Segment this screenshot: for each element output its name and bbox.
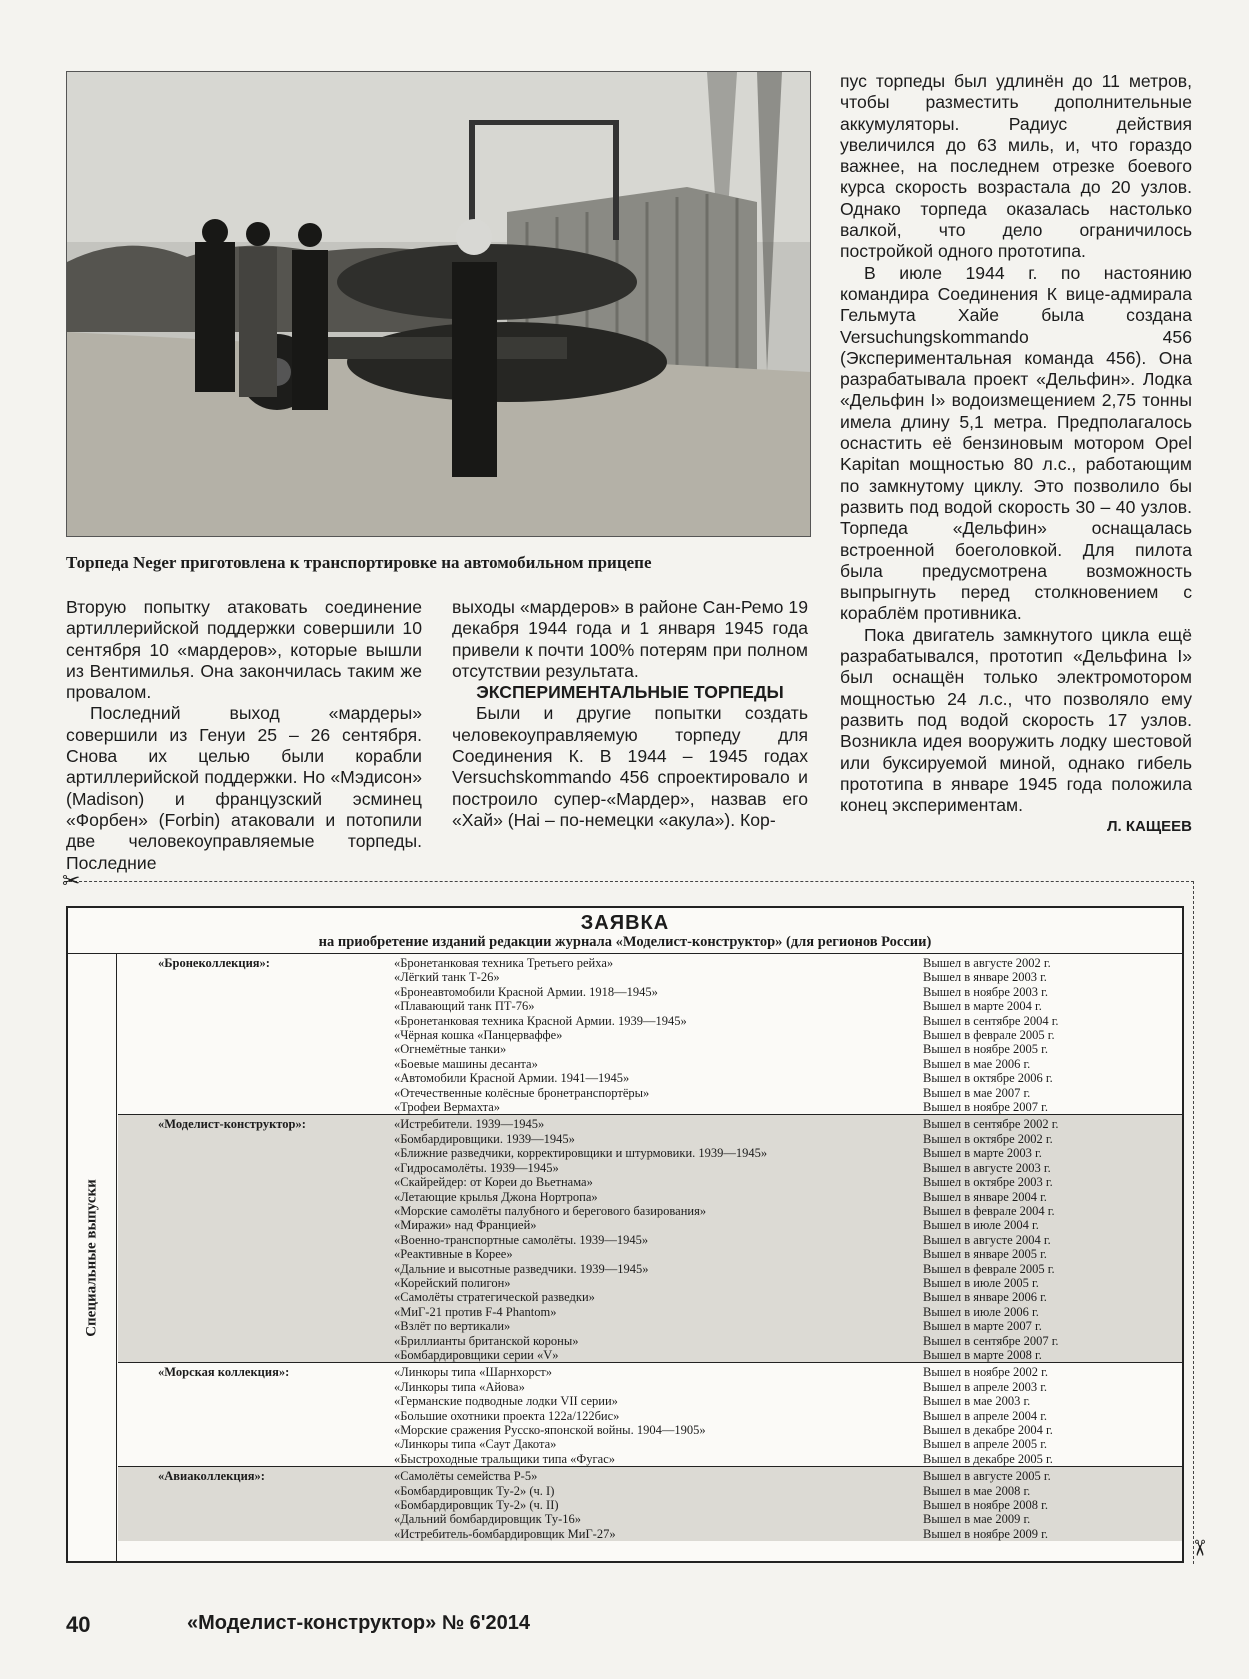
list-item xyxy=(394,1071,1182,1085)
paragraph: Вторую попытку атаковать соединение артиллерийской поддержки совершили 10 сентября 10 «мардеров», которые вышли из Вентимилья. Она закончилась таким же провалом. xyxy=(66,597,422,703)
list-item xyxy=(394,999,1182,1013)
list-item xyxy=(394,1394,1182,1408)
list-item xyxy=(394,1437,1182,1451)
cut-line xyxy=(64,881,1194,882)
section-heading: ЭКСПЕРИМЕНТАЛЬНЫЕ ТОРПЕДЫ xyxy=(476,682,784,703)
photo-torpedo-trailer xyxy=(66,71,811,537)
form-section xyxy=(118,1363,1182,1467)
publication-title: «МиГ-21 против F-4 Phantom» xyxy=(394,1304,557,1319)
publication-status: Вышел в мае 2006 г. xyxy=(923,1056,1031,1071)
list-item xyxy=(394,1100,1182,1114)
publication-status: Вышел в январе 2003 г. xyxy=(923,970,1047,985)
list-item xyxy=(394,1380,1182,1394)
publication-title: «Чёрная кошка «Панцерваффе» xyxy=(394,1028,563,1043)
publication-status: Вышел в ноябре 2007 г. xyxy=(923,1100,1048,1115)
publication-title: «Корейский полигон» xyxy=(394,1275,511,1290)
publication-title: «Огнемётные танки» xyxy=(394,1042,507,1057)
list-item xyxy=(394,1365,1182,1379)
publication-title: «Отечественные колёсные бронетранспортёры» xyxy=(394,1085,650,1100)
list-item xyxy=(394,1319,1182,1333)
publication-status: Вышел в мае 2008 г. xyxy=(923,1483,1031,1498)
publication-status: Вышел в апреле 2005 г. xyxy=(923,1437,1048,1452)
publication-title: «Истребитель-бомбардировщик МиГ-27» xyxy=(394,1526,616,1541)
section-rows xyxy=(394,1115,1182,1362)
paragraph: Пока двигатель замкнутого цикла ещё разрабатывался, прототип «Дельфина I» был оснащён только электромотором мощностью 24 л.с., что позволяло ему развить под водой скорость 17 узлов. Возникла идея вооружить лодку шестовой или буксируемой миной, однако гибель прототипа в январе 1945 года положила конец экспериментам. xyxy=(840,624,1192,816)
publication-status: Вышел в ноябре 2005 г. xyxy=(923,1042,1048,1057)
list-item xyxy=(394,1498,1182,1512)
form-subtitle: на приобретение изданий редакции журнала «Моделист-конструктор» (для регионов России) xyxy=(318,934,932,950)
list-item xyxy=(394,956,1182,970)
publication-title: «Плавающий танк ПТ-76» xyxy=(394,999,535,1014)
publication-status: Вышел в декабре 2004 г. xyxy=(923,1423,1053,1437)
publication-title: «Скайрейдер: от Кореи до Вьетнама» xyxy=(394,1175,593,1190)
page-number: 40 xyxy=(66,1612,91,1637)
publication-title: «Большие охотники проекта 122а/122бис» xyxy=(394,1408,620,1423)
publication-title: «Трофеи Вермахта» xyxy=(394,1100,501,1115)
list-item xyxy=(394,1042,1182,1056)
publication-title: «Германские подводные лодки VII серии» xyxy=(394,1394,618,1409)
publication-title: «Бриллианты британской короны» xyxy=(394,1333,579,1348)
section-name: «Морская коллекция»: xyxy=(158,1365,290,1380)
publication-title: «Бронетанковая техника Третьего рейха» xyxy=(394,956,614,970)
publication-status: Вышел в ноябре 2008 г. xyxy=(923,1498,1048,1513)
paragraph: пус торпеды был удлинён до 11 метров, чтобы разместить дополнительные аккумуляторы. Радиус действия увеличился до 63 миль, и, что гораздо важнее, на последнем отрезке боевого курса скорость возрастала до 20 узлов. Однако торпеда оказалась настолько валкой, что дело ограничилось постройкой одного прототипа. xyxy=(840,71,1192,262)
section-name: «Моделист-конструктор»: xyxy=(158,1117,306,1132)
publication-title: «Бомбардировщик Ту-2» (ч. I) xyxy=(394,1483,555,1498)
form-section xyxy=(118,1115,1182,1363)
publication-status: Вышел в марте 2004 г. xyxy=(923,999,1042,1014)
publication-status: Вышел в феврале 2005 г. xyxy=(923,1028,1055,1043)
publication-status: Вышел в ноябре 2009 г. xyxy=(923,1526,1048,1541)
paragraph: выходы «мардеров» в районе Сан-Ремо 19 декабря 1944 года и 1 января 1945 года привели к почти 100% потерям при полном отсутствии результата. xyxy=(452,597,808,681)
article-column-2 xyxy=(452,597,808,831)
scissors-icon: ✂ xyxy=(62,868,81,893)
list-item xyxy=(394,1247,1182,1261)
publication-status: Вышел в ноябре 2002 г. xyxy=(923,1365,1048,1380)
author-name: Л. КАЩЕЕВ xyxy=(1107,818,1192,836)
publication-status: Вышел в январе 2005 г. xyxy=(923,1247,1047,1262)
publication-status: Вышел в мае 2007 г. xyxy=(923,1085,1031,1100)
publication-title: «Морские сражения Русско-японской войны. 1904—1905» xyxy=(394,1423,706,1437)
publication-title: «Бомбардировщик Ту-2» (ч. II) xyxy=(394,1498,559,1513)
section-rows xyxy=(394,954,1182,1114)
publication-title: «Военно-транспортные самолёты. 1939—1945» xyxy=(394,1232,649,1247)
list-item xyxy=(394,1057,1182,1071)
list-item xyxy=(394,1161,1182,1175)
list-item xyxy=(394,1348,1182,1362)
publication-status: Вышел в июле 2006 г. xyxy=(923,1304,1039,1319)
publication-status: Вышел в июле 2004 г. xyxy=(923,1218,1039,1233)
publication-title: «Самолёты семейства Р-5» xyxy=(394,1469,538,1484)
publication-status: Вышел в мае 2003 г. xyxy=(923,1394,1031,1409)
publication-status: Вышел в сентябре 2007 г. xyxy=(923,1333,1059,1348)
list-item xyxy=(394,1086,1182,1100)
list-item xyxy=(394,1190,1182,1204)
publication-title: «Морские самолёты палубного и берегового базирования» xyxy=(394,1203,707,1218)
publication-title: «Дальний бомбардировщик Ту-16» xyxy=(394,1512,581,1527)
list-item xyxy=(394,1512,1182,1526)
list-item xyxy=(394,1218,1182,1232)
cut-line-vertical xyxy=(1193,881,1194,1564)
publication-title: «Взлёт по вертикали» xyxy=(394,1319,511,1334)
form-section xyxy=(118,954,1182,1115)
section-name: «Авиаколлекция»: xyxy=(158,1469,265,1484)
publication-title: «Бомбардировщики серии «V» xyxy=(394,1347,559,1362)
section-rows xyxy=(394,1467,1182,1541)
publication-status: Вышел в апреле 2003 г. xyxy=(923,1379,1048,1394)
publication-title: «Гидросамолёты. 1939—1945» xyxy=(394,1160,559,1175)
publication-status: Вышел в мае 2009 г. xyxy=(923,1512,1031,1527)
publication-title: «Бомбардировщики. 1939—1945» xyxy=(394,1131,575,1146)
publication-status: Вышел в августе 2002 г. xyxy=(923,956,1051,970)
publication-status: Вышел в марте 2008 г. xyxy=(923,1347,1042,1362)
section-rows xyxy=(394,1363,1182,1466)
list-item xyxy=(394,1276,1182,1290)
list-item xyxy=(394,1175,1182,1189)
list-item xyxy=(394,1469,1182,1483)
publication-status: Вышел в октябре 2003 г. xyxy=(923,1175,1053,1190)
paragraph: Последний выход «мардеры» совершили из Генуи 25 – 26 сентября. Снова их целью были корабли артиллерийской поддержки. Но «Мэдисон» (Madison) и французский эсминец «Форбен» (Forbin) атаковали и потопили две человекоуправляемые торпеды. Последние xyxy=(66,703,422,873)
publication-status: Вышел в сентябре 2002 г. xyxy=(923,1117,1059,1132)
section-name: «Бронеколлекция»: xyxy=(158,956,270,970)
publication-status: Вышел в августе 2004 г. xyxy=(923,1232,1051,1247)
list-item xyxy=(394,1014,1182,1028)
list-item xyxy=(394,1146,1182,1160)
list-item xyxy=(394,1262,1182,1276)
publication-status: Вышел в феврале 2005 г. xyxy=(923,1261,1055,1276)
publication-status: Вышел в марте 2003 г. xyxy=(923,1146,1042,1161)
side-label xyxy=(68,954,117,1561)
scissors-icon: ✂ xyxy=(1187,1538,1213,1558)
publication-status: Вышел в январе 2004 г. xyxy=(923,1189,1047,1204)
photo-illustration xyxy=(67,72,810,536)
publication-title: «Реактивные в Корее» xyxy=(394,1247,513,1262)
publication-title: «Бронеавтомобили Красной Армии. 1918—1945» xyxy=(394,984,658,999)
publication-title: «Бронетанковая техника Красной Армии. 1939—1945» xyxy=(394,1013,687,1028)
list-item xyxy=(394,1204,1182,1218)
publication-title: «Автомобили Красной Армии. 1941—1945» xyxy=(394,1071,630,1086)
list-item xyxy=(394,985,1182,999)
publication-status: Вышел в январе 2006 г. xyxy=(923,1290,1047,1305)
publication-title: «Истребители. 1939—1945» xyxy=(394,1117,545,1132)
list-item xyxy=(394,1233,1182,1247)
publication-status: Вышел в феврале 2004 г. xyxy=(923,1203,1055,1218)
form-section xyxy=(118,1467,1182,1541)
form-title: ЗАЯВКА xyxy=(580,912,670,934)
publication-status: Вышел в июле 2005 г. xyxy=(923,1275,1039,1290)
publication-title: «Миражи» над Францией» xyxy=(394,1218,537,1233)
list-item xyxy=(394,1028,1182,1042)
magazine-title: «Моделист-конструктор» № 6'2014 xyxy=(187,1612,531,1634)
publication-status: Вышел в ноябре 2003 г. xyxy=(923,984,1048,999)
list-item xyxy=(394,1527,1182,1541)
publication-status: Вышел в октябре 2006 г. xyxy=(923,1071,1053,1086)
list-item xyxy=(394,1452,1182,1466)
publication-title: «Линкоры типа «Шарнхорст» xyxy=(394,1365,552,1380)
publication-title: «Лёгкий танк Т-26» xyxy=(394,970,500,985)
article-column-1 xyxy=(66,597,422,874)
publication-status: Вышел в апреле 2004 г. xyxy=(923,1408,1048,1423)
form-sections xyxy=(118,954,1182,1561)
publication-title: «Линкоры типа «Саут Дакота» xyxy=(394,1437,557,1452)
list-item xyxy=(394,1423,1182,1437)
publication-status: Вышел в октябре 2002 г. xyxy=(923,1131,1053,1146)
side-label-text: Специальные выпуски xyxy=(83,1178,100,1337)
publication-status: Вышел в августе 2003 г. xyxy=(923,1160,1051,1175)
publication-title: «Боевые машины десанта» xyxy=(394,1056,538,1071)
publication-status: Вышел в марте 2007 г. xyxy=(923,1319,1042,1334)
publication-title: «Летающие крылья Джона Нортропа» xyxy=(394,1189,598,1204)
publication-title: «Самолёты стратегической разведки» xyxy=(394,1290,595,1305)
article-column-3 xyxy=(840,71,1192,838)
list-item xyxy=(394,1484,1182,1498)
publication-title: «Дальние и высотные разведчики. 1939—1945» xyxy=(394,1261,649,1276)
paragraph: В июле 1944 г. по настоянию командира Соединения К вице-адмирала Гельмута Хайе была создана Versuchungskommando 456 (Экспериментальная команда 456). Она разрабатывала проект «Дельфин». Лодка «Дельфин I» водоизмещением 2,75 тонны имела длину 5,1 метра. Предполагалось оснастить её бензиновым мотором Opel Kapitan мощностью 80 л.с., работающим по замкнутому циклу. Это позволило бы развить под водой скорость 30 – 40 узлов. Торпеда «Дельфин» оснащалась встроенной боеголовкой. Для пилота была предусмотрена возможность выпрыгнуть перед столкновением с кораблём противника. xyxy=(840,262,1192,624)
form-body xyxy=(68,953,1182,1561)
publication-title: «Линкоры типа «Айова» xyxy=(394,1379,525,1394)
order-form xyxy=(66,906,1184,1563)
list-item xyxy=(394,970,1182,984)
list-item xyxy=(394,1290,1182,1304)
list-item xyxy=(394,1132,1182,1146)
publication-status: Вышел в сентябре 2004 г. xyxy=(923,1013,1059,1028)
publication-title: «Быстроходные тральщики типа «Фугас» xyxy=(394,1451,615,1466)
publication-status: Вышел в декабре 2005 г. xyxy=(923,1451,1053,1466)
photo-caption: Торпеда Neger приготовлена к транспортировке на автомобильном прицепе xyxy=(66,553,652,572)
list-item xyxy=(394,1117,1182,1131)
list-item xyxy=(394,1409,1182,1423)
paragraph: Были и другие попытки создать человекоуправляемую торпеду для Соединения К. В 1944 – 1945 годах Versuchskommando 456 спроектировало и построило супер-«Мардер», назвав его «Хай» (Hai – по-немецки «акула»). Кор- xyxy=(452,703,808,830)
publication-title: «Ближние разведчики, корректировщики и штурмовики. 1939—1945» xyxy=(394,1146,768,1161)
list-item xyxy=(394,1334,1182,1348)
list-item xyxy=(394,1305,1182,1319)
publication-status: Вышел в августе 2005 г. xyxy=(923,1469,1051,1484)
